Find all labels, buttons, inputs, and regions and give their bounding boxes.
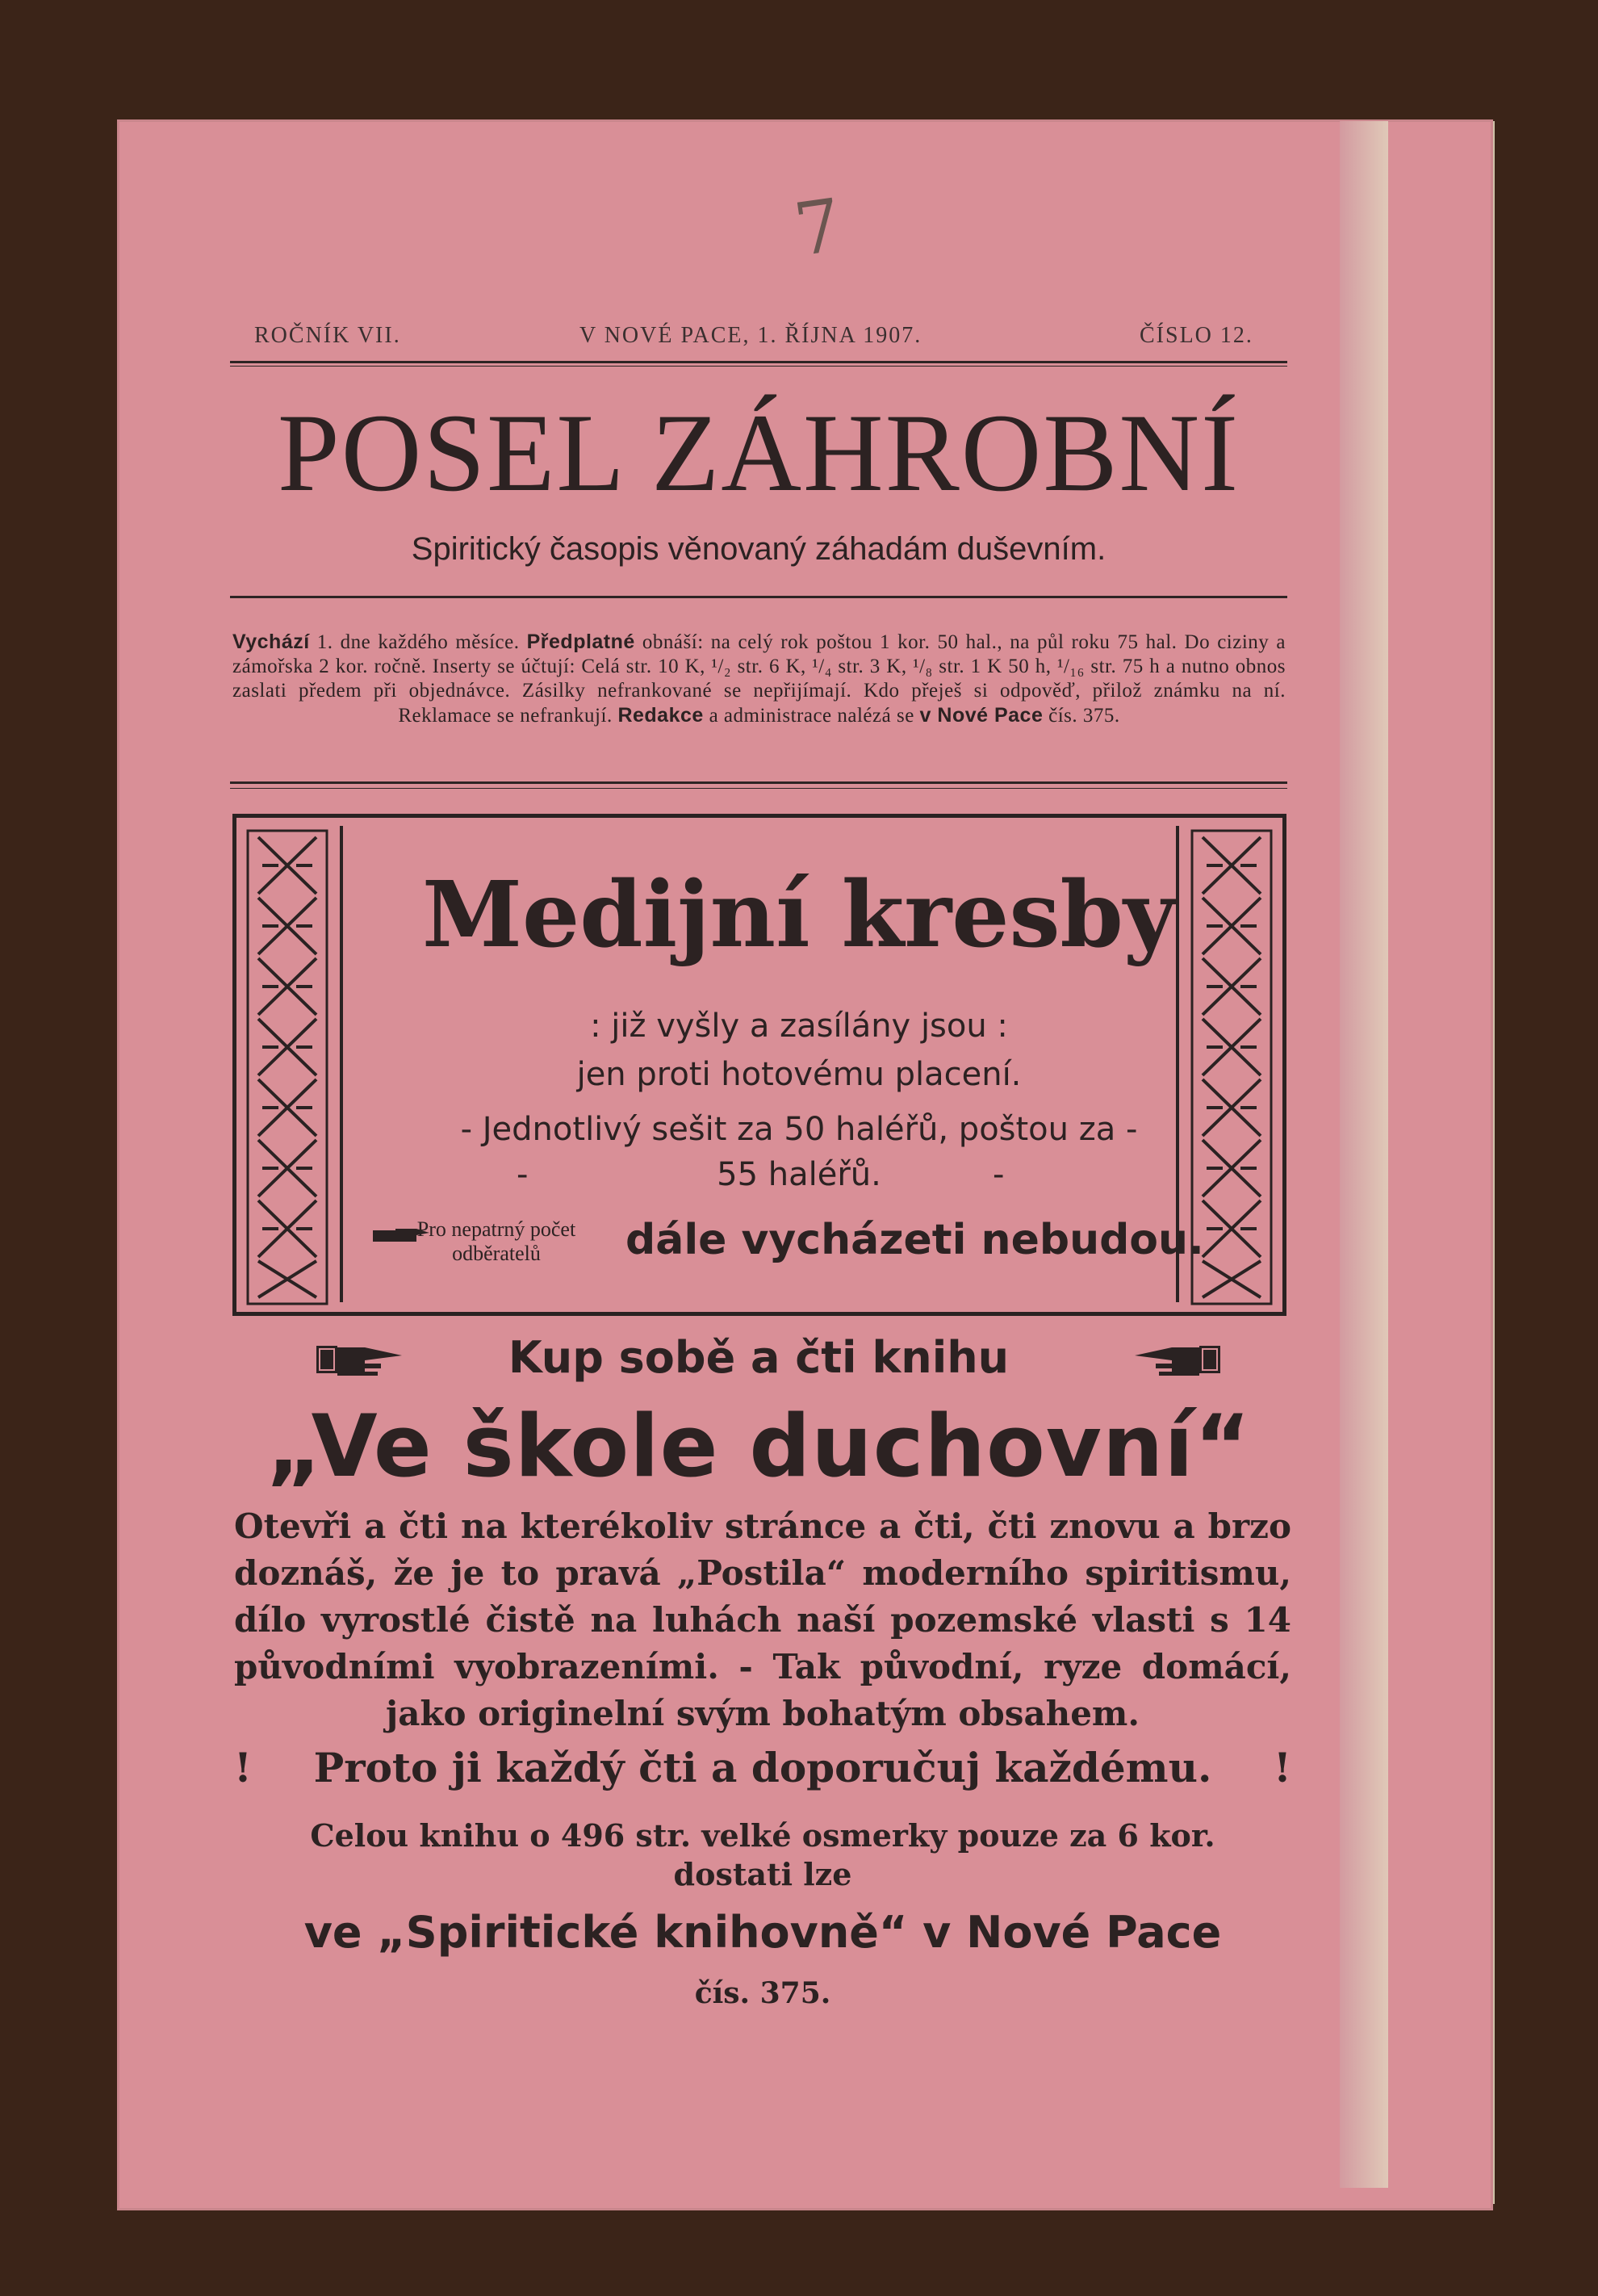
- ornament-border-left: [246, 829, 328, 1305]
- recommendation-line: [234, 1744, 1291, 1791]
- shop-address: čís. 375.: [694, 1976, 831, 2010]
- book-ad-heading: Kup sobě a čti knihu: [508, 1332, 1010, 1383]
- advert-line-1: : již vyšly a zasílány jsou :: [590, 1008, 1008, 1045]
- advert-line-4: 55 haléřů.: [717, 1156, 881, 1193]
- masthead-subtitle: Spiritický časopis věnovaný záhadám duševním.: [411, 531, 1106, 567]
- info-bold-2: Předplatné: [526, 631, 635, 653]
- advert-line-2: jen proti hotovému placení.: [576, 1056, 1022, 1093]
- advert-discontinued: dále vycházeti nebudou.: [625, 1216, 1204, 1264]
- info-bold-1: Vychází: [232, 631, 310, 653]
- subscription-info: [232, 630, 1286, 728]
- page-edge: [1340, 121, 1388, 2188]
- masthead-title: POSEL ZÁHROBNÍ: [277, 391, 1240, 514]
- book-description: Otevři a čti na kterékoliv stránce a čti, čti znovu a brzo doznáš, že je to pravá „Postila“ moderního spiritismu, dílo vyrostlé čistě na luhách naší pozemské vlasti s 14 původními vyobrazeními. - Tak původní, ryze domácí, jako originelní svým bohatým obsahem.: [234, 1506, 1291, 1733]
- info-text-1: 1. dne každého měsíce.: [309, 631, 527, 653]
- volume-label: ROČNÍK VII.: [254, 323, 401, 348]
- book-title: „Ve škole duchovní“: [266, 1397, 1252, 1496]
- header-rule-thin: [230, 366, 1287, 367]
- info-text-2: obnáší: na celý rok poštou 1 kor. 50 hal., na půl roku 75 hal. Do ciziny a zámořska 2 kor. ročně. Inserty se účtují: Celá str. 10 K, ¹/₂ str. 6 K, ¹/₄ str. 3 K, ¹/₈ str. 1 K 50 h, ¹/₁₆ str. 75 h a nutno obnos zaslati předem při objednávce. Zásilky nefrankované se nepřijímají. Kdo přeješ si odpověď, přilož známku na ní. Reklamace se nefrankují.: [232, 631, 1286, 727]
- price-info: [234, 1816, 1291, 1894]
- info-bold-3: Redakce: [617, 704, 704, 727]
- exclamation-left: !: [234, 1744, 252, 1791]
- info-text-3: a administrace nalézá se: [703, 705, 920, 727]
- handwritten-mark: 7: [789, 182, 847, 274]
- shop-name: ve „Spiritické knihovně“ v Nové Pace: [303, 1907, 1222, 1958]
- recommendation-text: Proto ji každý čti a doporučuj každému.: [313, 1744, 1212, 1791]
- advert-line-3: - Jednotlivý sešit za 50 haléřů, poštou za -: [460, 1111, 1138, 1148]
- issue-number: ČÍSLO 12.: [1140, 323, 1253, 348]
- info-text-4: čís. 375.: [1043, 705, 1120, 727]
- advert-title: Medijní kresby: [422, 862, 1176, 968]
- advert-dash-left: -: [517, 1156, 529, 1193]
- exclamation-right: !: [1274, 1744, 1291, 1791]
- price-line-1: Celou knihu o 496 str. velké osmerky pouze za 6 kor.: [310, 1817, 1215, 1854]
- header-rule: [230, 361, 1287, 363]
- masthead-rule: [230, 596, 1287, 598]
- advert-dash-right: -: [993, 1156, 1005, 1193]
- info-rule-thin: [230, 788, 1287, 789]
- info-rule: [230, 781, 1287, 784]
- price-line-2: dostati lze: [673, 1856, 852, 1892]
- place-date: V NOVÉ PACE, 1. ŘÍJNA 1907.: [579, 323, 922, 348]
- advert-small-note: Pro nepatrný počet odběratelů: [416, 1217, 576, 1265]
- info-bold-4: v Nové Pace: [919, 704, 1044, 727]
